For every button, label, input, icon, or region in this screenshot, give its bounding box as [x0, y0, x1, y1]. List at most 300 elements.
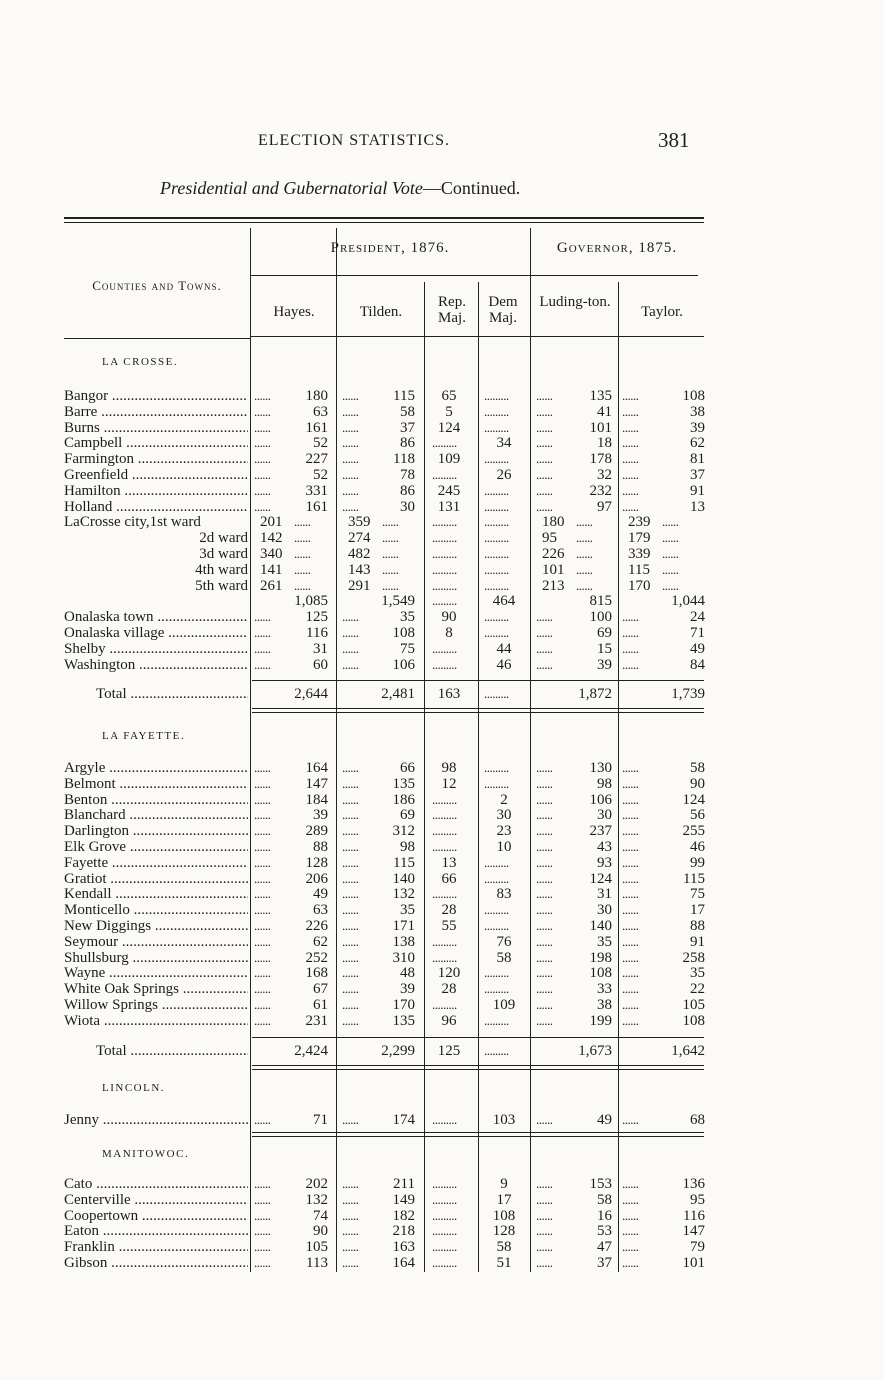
leader-dots: ...... [342, 933, 359, 949]
leader-dots: ......... [484, 609, 509, 625]
leader-dots: ...... [622, 997, 639, 1012]
leader-dots: ...... [342, 823, 359, 839]
town-name: Onalaska village ..... [64, 625, 248, 641]
leader-dots: ...... [622, 403, 639, 419]
cell-ludington: 97 [597, 498, 612, 515]
leader-dots: ...... [622, 435, 639, 451]
cell-tilden: 39 [400, 981, 415, 998]
leader-dots: ......... [432, 593, 457, 609]
leader-dots: ...... [622, 419, 639, 435]
cell-hayes: 331 [305, 482, 328, 499]
table-row [0, 776, 884, 792]
cell-tilden: 310 [392, 949, 415, 966]
leader-dots: ......... [432, 949, 457, 965]
town-name: Belmont ..... [64, 776, 248, 792]
table-row [0, 760, 884, 776]
page-number: 381 [658, 128, 690, 152]
leader-dots: ...... [342, 791, 359, 807]
table-row [0, 467, 884, 483]
cell-hayes: 206 [305, 870, 328, 887]
cell-hayes: 180 [305, 388, 328, 404]
leader-dots: ......... [484, 388, 509, 403]
leader-dots: ...... [254, 467, 271, 482]
leader-dots: ...... [342, 498, 359, 514]
cell-hayes: 63 [313, 403, 328, 420]
leader-dots: ...... [342, 981, 359, 997]
cell-tilden: 1,549 [381, 593, 415, 610]
cell-ludington: 49 [597, 1112, 612, 1128]
table-row [0, 918, 884, 934]
section-heading: MANITOWOC. [102, 1148, 190, 1160]
town-name: Washington ..... [64, 657, 248, 673]
leader-dots: ...... [576, 530, 593, 546]
cell-rep-maj: 5 [445, 403, 453, 420]
leader-dots: ...... [662, 546, 679, 561]
leader-dots: ...... [622, 1239, 639, 1255]
cell-ludington: 226 [542, 546, 565, 562]
cell-taylor: 81 [690, 451, 705, 468]
cell-tilden: 86 [400, 435, 415, 452]
header-dem-maj: Dem Maj. [488, 294, 518, 326]
cell-tilden: 163 [392, 1239, 415, 1256]
leader-dots: ......... [484, 514, 509, 530]
leader-dots: ...... [254, 839, 271, 854]
leader-dots: ...... [342, 640, 359, 656]
cell-hayes: 128 [305, 854, 328, 871]
town-name: 2d ward [199, 530, 248, 547]
cell-hayes: 88 [313, 839, 328, 855]
leader-dots: ......... [432, 577, 457, 593]
table-row [0, 1239, 884, 1255]
header-bottom-rule-left [64, 338, 250, 339]
cell-ludington: 95 [542, 530, 557, 547]
leader-dots: ...... [294, 530, 311, 546]
cell-tilden: 58 [400, 403, 415, 420]
leader-dots: ...... [254, 870, 271, 886]
cell-tilden: 37 [400, 419, 415, 436]
leader-dots: ...... [254, 886, 271, 902]
cell-dem-maj: 76 [496, 933, 512, 950]
leader-dots: ...... [342, 997, 359, 1012]
cell-tilden: 48 [400, 965, 415, 982]
leader-dots: ......... [484, 918, 509, 933]
leader-dots: ...... [622, 918, 639, 933]
cell-tilden: 149 [392, 1191, 415, 1208]
town-name: Kendall ..... [64, 886, 248, 902]
leader-dots: ...... [254, 609, 271, 625]
leader-dots: ...... [254, 775, 271, 791]
cell-ludington: 101 [542, 561, 565, 578]
cell-ludington: 213 [542, 577, 565, 594]
leader-dots: ...... [342, 918, 359, 933]
town-name: Benton ..... [64, 792, 248, 808]
leader-dots: ...... [622, 1255, 639, 1270]
leader-dots: ...... [536, 1112, 553, 1127]
leader-dots: ...... [622, 981, 639, 997]
cell-dem-maj: 58 [496, 949, 512, 966]
leader-dots: ...... [254, 981, 271, 997]
header-rep-maj: Rep. Maj. [438, 294, 466, 326]
leader-dots: ...... [254, 760, 271, 775]
cell-hayes: 1,085 [294, 593, 328, 610]
leader-dots: ......... [484, 530, 509, 546]
leader-dots: ...... [254, 933, 271, 949]
leader-dots: ......... [432, 435, 457, 451]
leader-dots: ...... [342, 1207, 359, 1223]
section-heading: LINCOLN. [102, 1082, 166, 1094]
town-name: Hamilton ..... [64, 483, 248, 499]
leader-dots: ...... [254, 1191, 271, 1207]
table-row [0, 823, 884, 839]
leader-dots: ...... [536, 482, 553, 498]
leader-dots: ......... [432, 561, 457, 577]
town-name: Blanchard ..... [64, 807, 248, 823]
cell-rep-maj: 245 [437, 482, 461, 499]
leader-dots: ...... [622, 965, 639, 981]
cell-ludington: 16 [597, 1207, 612, 1224]
leader-dots: ...... [622, 949, 639, 965]
cell-hayes: 31 [313, 640, 328, 657]
leader-dots: ...... [342, 419, 359, 435]
cell-taylor: 35 [690, 965, 705, 982]
leader-dots: ...... [622, 498, 639, 514]
town-name: Coopertown ..... [64, 1208, 248, 1224]
cell-tilden: 218 [392, 1223, 415, 1240]
header-tilden: Tilden. [359, 304, 403, 320]
total-row [0, 1043, 884, 1059]
total-cell-rep-maj: 125 [437, 1042, 461, 1059]
table-row [0, 1176, 884, 1192]
cell-rep-maj: 12 [441, 775, 457, 792]
leader-dots: ......... [432, 1112, 457, 1127]
cell-taylor: 255 [682, 823, 705, 840]
leader-dots: ......... [432, 1239, 457, 1255]
leader-dots: ......... [484, 577, 509, 593]
total-cell-ludington: 1,673 [578, 1042, 612, 1059]
cell-taylor: 136 [682, 1176, 705, 1192]
cell-taylor: 62 [690, 435, 705, 452]
cell-rep-maj: 98 [441, 760, 457, 776]
leader-dots: ......... [432, 823, 457, 839]
leader-dots: ......... [484, 686, 509, 702]
town-name: Argyle ..... [64, 760, 248, 776]
cell-hayes: 49 [313, 886, 328, 903]
total-cell-hayes: 2,424 [294, 1042, 328, 1059]
cell-hayes: 113 [306, 1255, 328, 1271]
cell-ludington: 35 [597, 933, 612, 950]
top-rule-2 [64, 222, 704, 223]
cell-ludington: 93 [597, 854, 612, 871]
leader-dots: ......... [484, 981, 509, 997]
leader-dots: ...... [576, 514, 593, 530]
leader-dots: ...... [622, 1207, 639, 1223]
cell-hayes: 142 [260, 530, 283, 547]
leader-dots: ...... [536, 656, 553, 672]
cell-hayes: 201 [260, 514, 283, 531]
cell-taylor: 170 [628, 577, 651, 594]
town-name: Campbell ..... [64, 435, 248, 451]
town-name: Elk Grove ..... [64, 839, 248, 855]
total-cell-taylor: 1,642 [671, 1042, 705, 1059]
leader-dots: ...... [622, 656, 639, 672]
leader-dots: ...... [254, 997, 271, 1012]
cell-dem-maj: 26 [496, 467, 512, 483]
cell-tilden: 106 [392, 656, 415, 673]
leader-dots: ...... [536, 1207, 553, 1223]
leader-dots: ......... [432, 1255, 457, 1270]
leader-dots: ...... [254, 949, 271, 965]
leader-dots: ...... [382, 561, 399, 577]
leader-dots: ...... [342, 656, 359, 672]
cell-rep-maj: 65 [441, 388, 457, 404]
cell-ludington: 30 [597, 807, 612, 824]
cell-tilden: 69 [400, 807, 415, 824]
cell-hayes: 52 [313, 435, 328, 452]
leader-dots: ...... [342, 1255, 359, 1270]
cell-taylor: 75 [690, 886, 705, 903]
leader-dots: ...... [536, 933, 553, 949]
header-taylor: Taylor. [641, 304, 683, 320]
cell-hayes: 161 [305, 498, 328, 515]
leader-dots: ...... [536, 902, 553, 918]
leader-dots: ...... [622, 640, 639, 656]
cell-hayes: 90 [313, 1223, 328, 1240]
header-ludington: Luding-ton. [539, 294, 611, 310]
table-row [0, 514, 884, 530]
cell-hayes: 61 [313, 997, 328, 1013]
leader-dots: ...... [536, 451, 553, 467]
leader-dots: ...... [254, 435, 271, 451]
cell-dem-maj: 30 [496, 807, 512, 824]
leader-dots: ...... [294, 514, 311, 530]
total-label: Total ..... [96, 686, 248, 702]
total-cell-taylor: 1,739 [671, 686, 705, 703]
leader-dots: ...... [342, 388, 359, 403]
cell-hayes: 161 [305, 419, 328, 436]
cell-rep-maj: 124 [437, 419, 461, 436]
leader-dots: ...... [342, 403, 359, 419]
cell-rep-maj: 13 [441, 854, 457, 871]
leader-dots: ......... [432, 530, 457, 546]
town-name: Barre ..... [64, 404, 248, 420]
cell-hayes: 74 [313, 1207, 328, 1224]
leader-dots: ......... [484, 451, 509, 467]
cell-hayes: 71 [313, 1112, 328, 1128]
cell-hayes: 60 [313, 656, 328, 673]
cell-dem-maj: 103 [492, 1112, 516, 1128]
cell-ludington: 106 [589, 791, 612, 808]
leader-dots: ...... [622, 625, 639, 640]
town-name: Gibson ..... [64, 1255, 248, 1271]
cell-dem-maj: 83 [496, 886, 512, 903]
cell-dem-maj: 108 [492, 1207, 516, 1224]
total-cell-hayes: 2,644 [294, 686, 328, 703]
town-name: 3d ward [199, 546, 248, 562]
leader-dots: ...... [342, 886, 359, 902]
leader-dots: ...... [536, 609, 553, 625]
leader-dots: ...... [576, 546, 593, 561]
leader-dots: ......... [484, 419, 509, 435]
leader-dots: ......... [484, 561, 509, 577]
leader-dots: ...... [254, 1223, 271, 1239]
leader-dots: ...... [254, 451, 271, 467]
cell-taylor: 105 [682, 997, 705, 1013]
cell-ludington: 39 [597, 656, 612, 673]
cell-hayes: 52 [313, 467, 328, 483]
cell-ludington: 41 [597, 403, 612, 420]
total-rule-top [252, 680, 704, 681]
total-rule-bottom-2 [252, 712, 704, 713]
cell-hayes: 168 [305, 965, 328, 982]
leader-dots: ......... [432, 997, 457, 1012]
cell-tilden: 115 [393, 388, 415, 404]
cell-rep-maj: 90 [441, 609, 457, 626]
cell-taylor: 90 [690, 775, 705, 792]
leader-dots: ...... [622, 1223, 639, 1239]
cell-taylor: 17 [690, 902, 705, 919]
leader-dots: ...... [342, 902, 359, 918]
cell-taylor: 88 [690, 918, 705, 934]
cell-ludington: 153 [589, 1176, 612, 1192]
leader-dots: ......... [484, 625, 509, 640]
cell-dem-maj: 464 [492, 593, 516, 610]
cell-dem-maj: 58 [496, 1239, 512, 1256]
cell-hayes: 63 [313, 902, 328, 919]
leader-dots: ......... [432, 640, 457, 656]
cell-tilden: 186 [392, 791, 415, 808]
leader-dots: ......... [484, 870, 509, 886]
leader-dots: ......... [484, 775, 509, 791]
leader-dots: ......... [432, 1176, 457, 1191]
table-row [0, 807, 884, 823]
cell-ludington: 18 [597, 435, 612, 452]
cell-dem-maj: 10 [496, 839, 512, 855]
leader-dots: ...... [254, 1239, 271, 1255]
cell-hayes: 164 [305, 760, 328, 776]
leader-dots: ...... [342, 467, 359, 482]
leader-dots: ...... [254, 1207, 271, 1223]
cell-hayes: 39 [313, 807, 328, 824]
cell-taylor: 339 [628, 546, 651, 562]
leader-dots: ...... [254, 656, 271, 672]
cell-hayes: 227 [305, 451, 328, 468]
town-name: Seymour ..... [64, 934, 248, 950]
table-row [0, 965, 884, 981]
total-label: Total ..... [96, 1043, 248, 1059]
table-row [0, 1255, 884, 1271]
cell-taylor: 38 [690, 403, 705, 420]
leader-dots: ...... [536, 1223, 553, 1239]
table-row [0, 934, 884, 950]
cell-taylor: 68 [690, 1112, 705, 1128]
leader-dots: ...... [536, 1191, 553, 1207]
table-row [0, 657, 884, 673]
table-row [0, 871, 884, 887]
cell-taylor: 99 [690, 854, 705, 871]
leader-dots: ...... [622, 886, 639, 902]
cell-rep-maj: 131 [437, 498, 461, 515]
cell-ludington: 32 [597, 467, 612, 483]
leader-dots: ......... [432, 839, 457, 854]
cell-ludington: 108 [589, 965, 612, 982]
leader-dots: ...... [536, 807, 553, 823]
cell-tilden: 135 [392, 1012, 415, 1029]
table-row [0, 1208, 884, 1224]
leader-dots: ...... [342, 435, 359, 451]
cell-hayes: 125 [305, 609, 328, 626]
leader-dots: ...... [622, 1012, 639, 1028]
cell-taylor: 24 [690, 609, 705, 626]
header-bottom-rule [250, 336, 704, 337]
cell-tilden: 98 [400, 839, 415, 855]
leader-dots: ...... [622, 839, 639, 854]
leader-dots: ...... [254, 791, 271, 807]
cell-hayes: 261 [260, 577, 283, 594]
cell-ludington: 178 [589, 451, 612, 468]
leader-dots: ...... [382, 546, 399, 561]
leader-dots: ...... [622, 823, 639, 839]
cell-ludington: 38 [597, 997, 612, 1013]
leader-dots: ...... [536, 854, 553, 870]
town-name: Willow Springs ..... [64, 997, 248, 1013]
leader-dots: ......... [484, 403, 509, 419]
cell-taylor: 79 [690, 1239, 705, 1256]
leader-dots: ...... [342, 1012, 359, 1028]
cell-hayes: 116 [306, 625, 328, 641]
table-row [0, 593, 884, 609]
total-rule-bottom-2 [252, 1069, 704, 1070]
cell-tilden: 274 [348, 530, 371, 547]
town-name: Darlington ..... [64, 823, 248, 839]
cell-ludington: 58 [597, 1191, 612, 1208]
leader-dots: ...... [254, 482, 271, 498]
leader-dots: ...... [254, 403, 271, 419]
cell-dem-maj: 51 [496, 1255, 512, 1271]
leader-dots: ...... [536, 419, 553, 435]
cell-hayes: 132 [305, 1191, 328, 1208]
cell-hayes: 67 [313, 981, 328, 998]
cell-rep-maj: 109 [437, 451, 461, 468]
cell-tilden: 35 [400, 902, 415, 919]
section-end-rule [252, 1136, 704, 1137]
town-name: Gratiot ..... [64, 871, 248, 887]
table-row [0, 420, 884, 436]
town-name: Eaton ..... [64, 1223, 248, 1239]
table-row [0, 578, 884, 594]
cell-dem-maj: 44 [496, 640, 512, 657]
leader-dots: ......... [432, 467, 457, 482]
cell-tilden: 35 [400, 609, 415, 626]
leader-dots: ...... [254, 498, 271, 514]
header-hayes: Hayes. [273, 304, 315, 320]
leader-dots: ...... [622, 467, 639, 482]
leader-dots: ......... [484, 902, 509, 918]
cell-tilden: 211 [393, 1176, 415, 1192]
town-name: Bangor ..... [64, 388, 248, 404]
leader-dots: ...... [622, 775, 639, 791]
cell-taylor: 71 [690, 625, 705, 641]
cell-taylor: 239 [628, 514, 651, 531]
leader-dots: ...... [254, 807, 271, 823]
leader-dots: ......... [432, 1191, 457, 1207]
cell-taylor: 95 [690, 1191, 705, 1208]
table-row [0, 562, 884, 578]
town-name: Fayette ..... [64, 855, 248, 871]
cell-taylor: 1,044 [671, 593, 705, 610]
cell-hayes: 226 [305, 918, 328, 934]
cell-rep-maj: 28 [441, 981, 457, 998]
cell-taylor: 91 [690, 933, 705, 950]
